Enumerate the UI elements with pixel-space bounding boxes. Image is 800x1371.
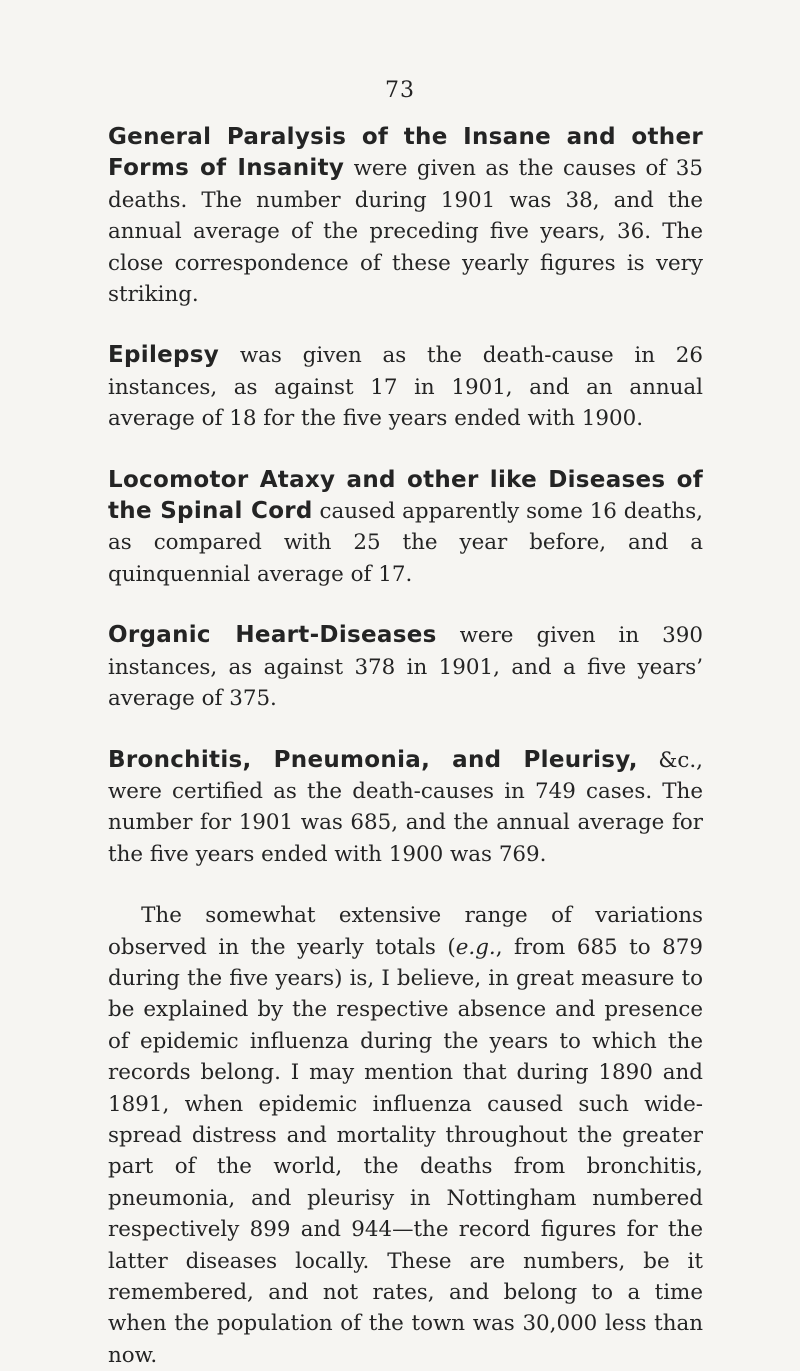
body-general-paralysis: were given as the causes of 35 deaths. The number during 1901 was 38, and the annual average of the preceding five years, 36. The close correspondence of these yearly figures is very striking. [108, 156, 703, 308]
paragraph-variations [108, 900, 703, 1371]
heading-heart-diseases: Organic Heart-Diseases [108, 622, 437, 649]
heading-locomotor-ataxy: Locomotor Ataxy and other like Diseases of the Spinal Cord [108, 466, 703, 525]
paragraph-bronchitis [108, 745, 703, 871]
variations-text-start: The somewhat extensive range of variations observed in the yearly totals ( [108, 903, 703, 960]
body-epilepsy: was given as the death-cause in 26 instances, as against 17 in 1901, and an annual average of 18 for the five years ended with 1900. [108, 343, 703, 432]
heading-epilepsy: Epilepsy [108, 342, 220, 369]
body-locomotor-ataxy: caused apparently some 16 deaths, as compared with 25 the year before, and a quinquennial average of 17. [108, 499, 703, 587]
variations-eg: e.g. [455, 934, 496, 960]
paragraph-epilepsy [108, 340, 703, 434]
text-column [108, 122, 703, 1371]
heading-general-paralysis: General Paralysis of the Insane and other Forms of Insanity [108, 124, 703, 182]
heading-bronchitis: Bronchitis, Pneumonia, and Pleurisy, [108, 746, 638, 773]
paragraph-heart-diseases [108, 620, 703, 714]
variations-text-end: , from 685 to 879 during the five years) is, I believe, in great measure to be explained by the respective absence and presence of epidemic influenza during the years to which the records belong. I may mention that during 1890 and 1891, when epidemic influenza caused such wide-spread distress and mortality throughout the greater part of the world, the deaths from bronchitis, pneumonia, and pleurisy in Nottingham numbered respectively 899 and 944—the record figures for the latter diseases locally. These are numbers, be it remembered, and not rates, and belong to a time when the population of the town was 30,000 less than now. [108, 934, 704, 1368]
body-heart-diseases: were given in 390 instances, as against 378 in 1901, and a five years’ average of 375. [108, 623, 703, 712]
paragraph-locomotor-ataxy [108, 465, 703, 591]
page-number: 73 [385, 78, 415, 103]
body-bronchitis: &c., were certified as the death-causes in 749 cases. The number for 1901 was 685, and the annual average for the five years ended with 1900 was 769. [108, 747, 703, 867]
paragraph-general-paralysis [108, 122, 703, 310]
